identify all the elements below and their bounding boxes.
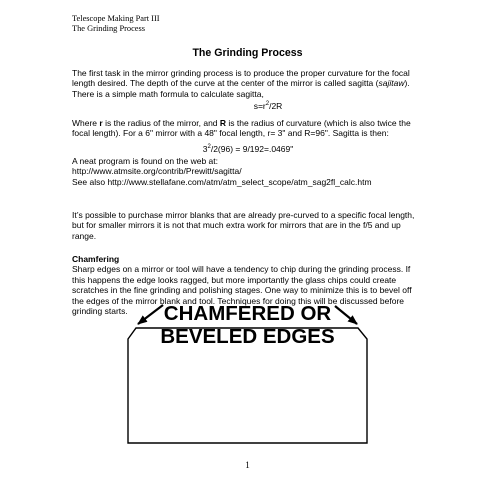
- links-intro: A neat program is found on the web at:: [72, 156, 219, 166]
- formula-exponent: 2: [265, 101, 270, 108]
- example-text: [72, 118, 424, 139]
- page-title: The Grinding Process: [192, 47, 303, 59]
- left-arrow: [138, 305, 163, 324]
- paragraph-example: [72, 118, 424, 154]
- example-equation: [72, 142, 424, 154]
- eq-rest: /2(96) = 9/192=.0469": [210, 143, 294, 154]
- chamfering-heading: Chamfering: [72, 254, 120, 264]
- figure-label-line-1: CHAMFERED OR: [163, 302, 332, 325]
- eq-base: 3: [202, 143, 208, 154]
- eq-exponent: 2: [207, 143, 211, 150]
- sagitta-intro-text: [72, 68, 424, 99]
- chamfer-figure: [0, 300, 495, 470]
- header-line-1: Telescope Making Part III: [72, 14, 160, 23]
- figure-label-line-2: BEVELED EDGES: [160, 325, 335, 348]
- paragraph-links: [72, 156, 424, 187]
- sagitta-formula: [72, 99, 424, 111]
- mirror-blank-outline: [128, 328, 367, 443]
- header-line-2: The Grinding Process: [72, 24, 146, 33]
- example-t1: Where: [72, 118, 100, 128]
- formula-base: s=r: [253, 101, 266, 112]
- example-t2: is the radius of the mirror, and: [102, 118, 220, 128]
- running-header: [72, 14, 160, 34]
- paragraph-precurved: [72, 210, 424, 241]
- sagitta-pronunciation: sajitaw: [378, 78, 405, 89]
- page-number: 1: [245, 460, 250, 470]
- sagitta-text-a: The first task in the mirror grinding process is to produce the proper curvature for the focal length desired. The depth of the curve at the center of the mirror is called sagitta (: [72, 68, 410, 89]
- precurved-text: It’s possible to purchase mirror blanks that are already pre-curved to a specific focal length, but for smaller mirrors it is not that much extra work for mirrors that are in the f/5 and up range.: [72, 210, 415, 241]
- var-r: r: [99, 118, 103, 128]
- link-atmsite[interactable]: http://www.atmsite.org/contrib/Prewitt/sagitta/: [72, 166, 242, 177]
- paragraph-sagitta-intro: [72, 68, 424, 111]
- link-stellafane[interactable]: See also http://www.stellafane.com/atm/atm_select_scope/atm_sag2fl_calc.htm: [72, 176, 372, 187]
- right-arrow: [335, 306, 357, 324]
- example-t3: is the radius of curvature (which is also twice the focal length). For a 6" mirror with a 48" focal length, r= 3" and R=96". Sagitta is then:: [72, 118, 411, 139]
- sagitta-text-b: ). There is a simple math formula to calculate sagitta,: [72, 78, 410, 99]
- var-R: R: [219, 118, 227, 128]
- chamfer-drawing: [0, 300, 495, 470]
- formula-end: /2R: [269, 101, 283, 112]
- chamfering-text: Sharp edges on a mirror or tool will have a tendency to chip during the grinding process. If this happens the edge looks ragged, but more importantly the glass chips could create scratches in the fine grinding and polishing stages. One way to minimize this is to bevel off the edges of the mirror blank and tool. Techniques for doing this will be discussed before grinding starts.: [72, 264, 412, 317]
